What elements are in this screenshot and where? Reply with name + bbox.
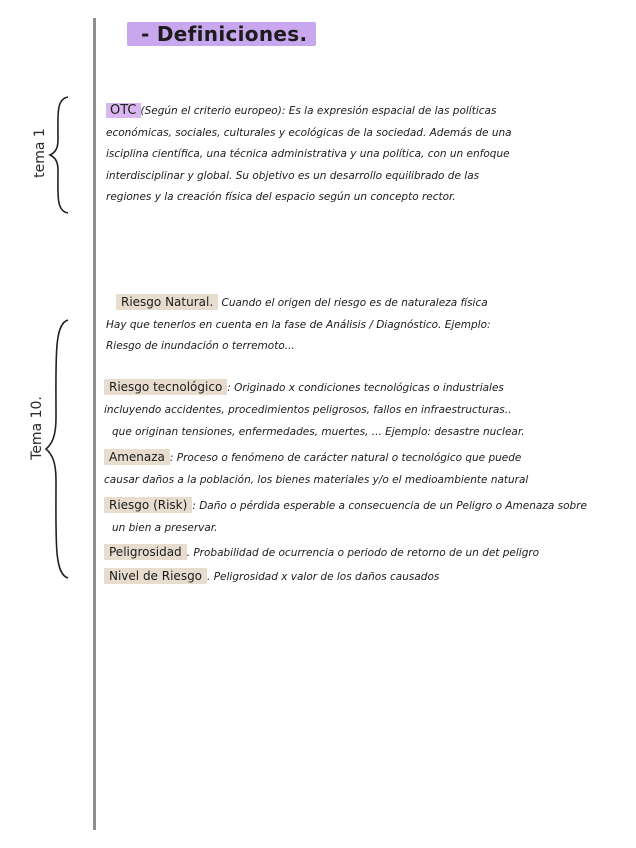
peligrosidad-term: Peligrosidad	[104, 544, 187, 560]
margin-line	[93, 18, 96, 830]
otc-term: OTC	[106, 103, 141, 118]
otc-line-4: regiones y la creación física del espacio según un concepto rector.	[106, 191, 456, 203]
peligrosidad-definition: Peligrosidad . Probabilidad de ocurrencia o periodo de retorno de un det peligro	[104, 541, 614, 564]
tema10-brace	[44, 318, 72, 580]
riesgo-natural-line-2: Riesgo de inundación o terremoto...	[106, 340, 295, 352]
tema1-label: tema 1	[32, 128, 48, 178]
otc-line-0: OTC (Según el criterio europeo): Es la expresión espacial de las políticas	[106, 105, 496, 117]
riesgo-tecnologico-term: Riesgo tecnológico	[104, 379, 227, 395]
otc-definition	[106, 100, 606, 209]
riesgo-risk-definition: Riesgo (Risk) : Daño o pérdida esperable a consecuencia de un Peligro o Amenaza sobre un bien a preservar.	[104, 494, 614, 539]
otc-line-2: isciplina científica, una técnica administrativa y una política, con un enfoque	[106, 148, 510, 160]
riesgo-natural-definition: Riesgo Natural. Cuando el origen del riesgo es de naturaleza física Hay que tenerlos en cuenta en la fase de Análisis / Diagnóstico. Ejemplo: Riesgo de inundación o terremoto...	[106, 295, 491, 352]
riesgo-tecnologico-definition: Riesgo tecnológico : Originado x condiciones tecnológicas o industriales incluyendo accidentes, procedimientos peligrosos, fallos en infraestructuras.. que originan tensiones, enfermedades, muertes, ... Ejemplo: desastre nuclear.	[104, 380, 525, 438]
riesgo-natural-term: Riesgo Natural.	[116, 294, 218, 310]
riesgo-natural-line-1: Hay que tenerlos en cuenta en la fase de Análisis / Diagnóstico. Ejemplo:	[106, 318, 491, 331]
page-title: - Definiciones.	[127, 22, 316, 46]
nivel-de-riesgo-definition: Nivel de Riesgo . Peligrosidad x valor de los daños causados	[104, 565, 614, 588]
amenaza-term: Amenaza	[104, 449, 170, 465]
riesgo-risk-term: Riesgo (Risk)	[104, 497, 192, 513]
otc-line-1: económicas, sociales, culturales y ecológicas de la sociedad. Además de una	[106, 126, 512, 139]
otc-line-3: interdisciplinar y global. Su objetivo es un desarrollo equilibrado de las	[106, 169, 480, 182]
nivel-de-riesgo-term: Nivel de Riesgo	[104, 568, 207, 584]
tema10-label: Tema 10.	[29, 396, 45, 460]
amenaza-definition: Amenaza : Proceso o fenómeno de carácter natural o tecnológico que puede causar daños a la población, los bienes materiales y/o el medioambiente natural	[104, 450, 529, 486]
tema1-brace	[48, 95, 72, 215]
